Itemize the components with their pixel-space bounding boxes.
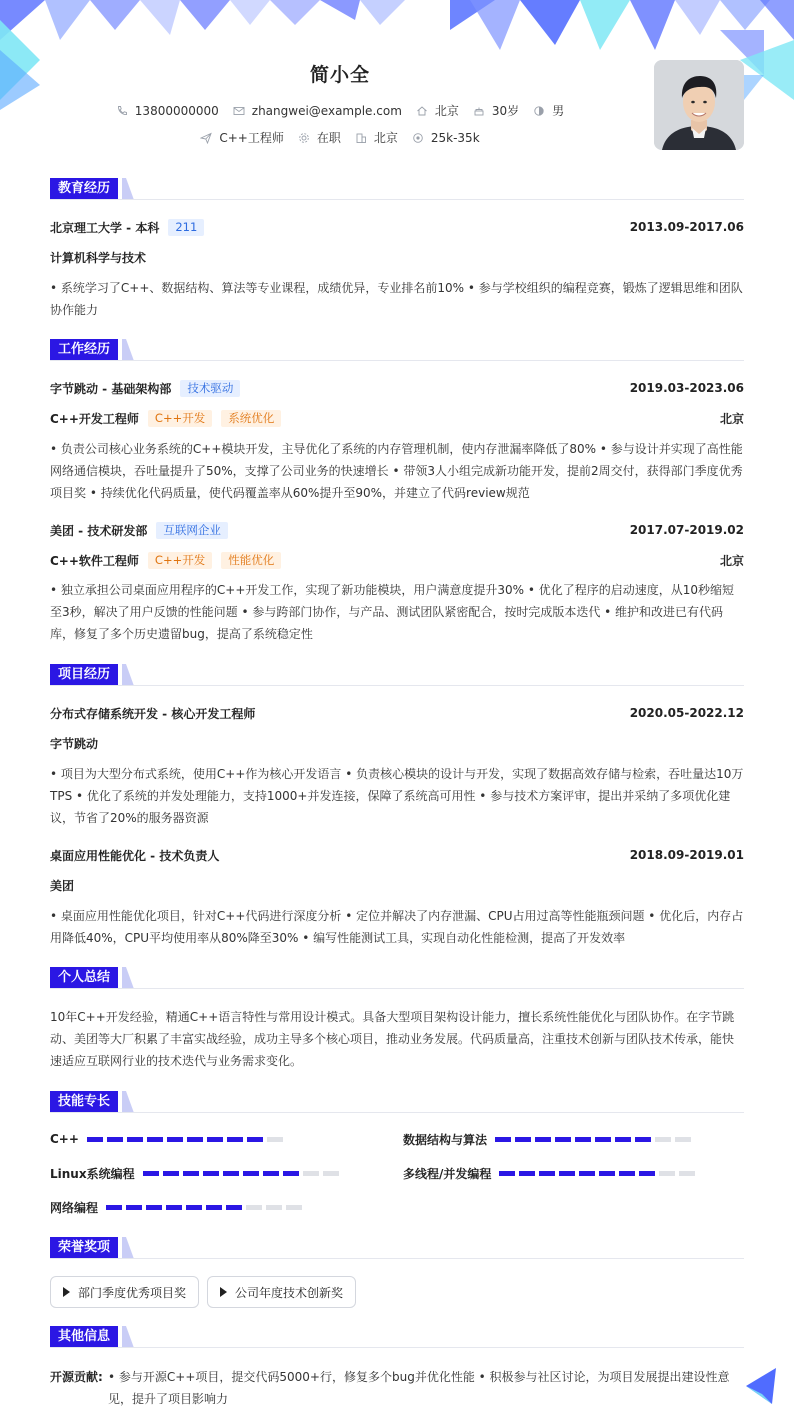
home-icon [416, 105, 428, 117]
skill-level-segment-filled [639, 1171, 655, 1176]
section-divider [50, 199, 744, 200]
target-city-item [355, 129, 398, 146]
role-tag: 系统优化 [221, 410, 281, 427]
gender-value: 男 [552, 104, 565, 118]
skill-level-segment-filled [163, 1171, 179, 1176]
city-item [416, 102, 459, 119]
skill-level-segment-filled [515, 1137, 531, 1142]
section-projects [50, 664, 744, 686]
skill-level-segment-filled [495, 1137, 511, 1142]
section-title: 项目经历 [50, 664, 118, 686]
skill-level-segment-filled [599, 1171, 615, 1176]
play-triangle-icon [63, 1287, 70, 1297]
project-company: 字节跳动 [50, 736, 99, 751]
skill-level-segment-filled [126, 1205, 142, 1210]
skill-level-segment-filled [106, 1205, 122, 1210]
project-description: • 桌面应用性能优化项目，针对C++代码进行深度分析 • 定位并解决了内存泄漏、CPU占用过高等性能瓶颈问题 • 优化后，内存占用降低40%，CPU平均使用率从80%降至30% • 编写性能测试工具，实现自动化性能检测，提高了开发效率 [50, 909, 744, 945]
section-other [50, 1326, 744, 1348]
project-date: 2018.09-2019.01 [629, 848, 744, 862]
skill-name: 多线程/并发编程 [403, 1166, 492, 1181]
skill-level-bar [87, 1137, 287, 1142]
summary-text: 10年C++开发经验，精通C++语言特性与常用设计模式。具备大型项目架构设计能力，擅长系统性能优化与团队协作。在字节跳动、美团等大厂积累了丰富实战经验，成功主导多个核心项目，推动业务发展。代码质量高，注重技术创新与团队技术传承，能快速适应互联网行业的技术迭代与业务需求变化。 [50, 1010, 735, 1068]
skill-level-segment-filled [223, 1171, 239, 1176]
section-divider [50, 988, 744, 989]
award-name: 部门季度优秀项目奖 [78, 1285, 187, 1300]
education-description: • 系统学习了C++、数据结构、算法等专业课程，成绩优异，专业排名前10% • 参与学校组织的编程竞赛，锻炼了逻辑思维和团队协作能力 [50, 281, 743, 317]
skill-level-segment-empty [286, 1205, 302, 1210]
skill-name: 数据结构与算法 [403, 1132, 488, 1147]
skill-level-segment-empty [267, 1137, 283, 1142]
skill-level-segment-filled [595, 1137, 611, 1142]
section-divider [50, 1258, 744, 1259]
play-triangle-icon [220, 1287, 227, 1297]
skill-level-segment-empty [303, 1171, 319, 1176]
skill-level-segment-filled [243, 1171, 259, 1176]
skill-item [403, 1164, 699, 1182]
skill-level-segment-empty [266, 1205, 282, 1210]
company-badge: 技术驱动 [180, 380, 240, 397]
project-title: 桌面应用性能优化 - 技术负责人 [50, 848, 220, 863]
status-item [298, 129, 341, 146]
building-icon [355, 132, 367, 144]
award-chip [207, 1276, 356, 1308]
skill-name: C++ [50, 1132, 79, 1146]
work-role-row [50, 409, 744, 427]
gear-icon [298, 132, 310, 144]
skill-item [50, 1164, 343, 1182]
resume-header [0, 0, 794, 170]
role-tag: C++开发 [148, 552, 212, 569]
section-divider [50, 1347, 744, 1348]
other-label: 开源贡献: [50, 1370, 103, 1384]
section-work [50, 339, 744, 361]
project-company: 美团 [50, 878, 75, 893]
skill-level-segment-filled [579, 1171, 595, 1176]
skill-level-segment-filled [87, 1137, 103, 1142]
skill-level-segment-filled [207, 1137, 223, 1142]
send-icon [200, 132, 212, 144]
project-company-row [50, 876, 744, 894]
skill-level-bar [106, 1205, 306, 1210]
city-value: 北京 [434, 104, 459, 118]
skill-name: Linux系统编程 [50, 1166, 135, 1181]
salary-value: 25k-35k [430, 130, 480, 145]
skill-level-segment-filled [535, 1137, 551, 1142]
email-icon [233, 105, 245, 117]
other-text: • 参与开源C++项目，提交代码5000+行，修复多个bug并优化性能 • 积极参与社区讨论，为项目发展提出建设性意见，提升了项目影响力 [108, 1370, 730, 1406]
section-title: 技能专长 [50, 1091, 118, 1113]
email-address: zhangwei@example.com [251, 103, 402, 118]
skill-level-segment-empty [679, 1171, 695, 1176]
skill-level-segment-filled [539, 1171, 555, 1176]
phone-item [116, 104, 219, 118]
section-education [50, 178, 744, 200]
age-item [473, 102, 519, 119]
skill-level-segment-filled [499, 1171, 515, 1176]
company-name: 字节跳动 - 基础架构部 [50, 381, 172, 396]
skill-level-segment-empty [675, 1137, 691, 1142]
work-role-row [50, 551, 744, 569]
section-title: 荣誉奖项 [50, 1237, 118, 1259]
skill-level-segment-filled [555, 1137, 571, 1142]
section-title: 个人总结 [50, 967, 118, 989]
skill-level-segment-filled [187, 1137, 203, 1142]
skill-level-segment-filled [283, 1171, 299, 1176]
work-location: 北京 [719, 553, 744, 568]
role-title: C++开发工程师 [50, 411, 139, 426]
company-name: 美团 - 技术研发部 [50, 523, 148, 538]
section-tab-tail-icon [122, 664, 134, 686]
project-date: 2020.05-2022.12 [629, 706, 744, 720]
education-date: 2013.09-2017.06 [629, 220, 744, 234]
skill-level-segment-empty [323, 1171, 339, 1176]
skill-item [50, 1130, 287, 1148]
skill-level-segment-filled [166, 1205, 182, 1210]
section-title: 其他信息 [50, 1326, 118, 1348]
email-item [233, 104, 402, 118]
section-honors [50, 1237, 744, 1259]
role-tag: 性能优化 [221, 552, 281, 569]
skill-level-segment-filled [519, 1171, 535, 1176]
target-city-value: 北京 [373, 131, 398, 145]
gender-icon [533, 105, 545, 117]
work-description: • 独立承担公司桌面应用程序的C++开发工作，实现了新功能模块，用户满意度提升30% • 优化了程序的启动速度，从10秒缩短至3秒，解决了用户反馈的性能问题 • 参与跨部门协作，与产品、测试团队紧密配合，按时完成版本迭代 • 维护和改进已有代码库，修复了多个历史遗留bug，提高了系统稳定性 [50, 583, 735, 641]
role-tag: C++开发 [148, 410, 212, 427]
section-divider [50, 1112, 744, 1113]
work-company-row [50, 379, 744, 397]
skill-level-segment-filled [147, 1137, 163, 1142]
section-skills [50, 1091, 744, 1113]
skill-level-segment-filled [143, 1171, 159, 1176]
skill-level-segment-empty [655, 1137, 671, 1142]
work-company-row [50, 521, 744, 539]
school-badge: 211 [168, 219, 204, 236]
role-title: C++软件工程师 [50, 553, 139, 568]
job-title: C++工程师 [219, 131, 284, 145]
corner-decoration-icon [742, 1364, 782, 1408]
avatar-portrait-icon [654, 60, 744, 150]
skill-level-bar [495, 1137, 695, 1142]
education-school-row [50, 218, 744, 236]
project-title-row [50, 846, 744, 864]
cake-icon [473, 105, 485, 117]
skill-level-segment-filled [183, 1171, 199, 1176]
skill-level-segment-empty [659, 1171, 675, 1176]
avatar [654, 60, 744, 150]
gender-item [533, 102, 564, 119]
skill-level-segment-filled [107, 1137, 123, 1142]
section-title: 教育经历 [50, 178, 118, 200]
section-summary [50, 967, 744, 989]
skill-level-segment-filled [559, 1171, 575, 1176]
skill-level-segment-filled [226, 1205, 242, 1210]
age-value: 30岁 [491, 104, 520, 118]
section-title: 工作经历 [50, 339, 118, 361]
phone-number: 13800000000 [134, 103, 219, 118]
major-name: 计算机科学与技术 [50, 250, 147, 265]
project-title: 分布式存储系统开发 - 核心开发工程师 [50, 706, 256, 721]
contact-row [0, 102, 680, 119]
job-intent-row [0, 129, 680, 146]
skill-level-segment-filled [247, 1137, 263, 1142]
work-location: 北京 [719, 411, 744, 426]
skill-level-segment-filled [619, 1171, 635, 1176]
skill-level-segment-filled [203, 1171, 219, 1176]
skill-level-segment-filled [127, 1137, 143, 1142]
coin-icon [412, 132, 424, 144]
education-major-row [50, 248, 744, 266]
work-date: 2019.03-2023.06 [629, 381, 744, 395]
project-description: • 项目为大型分布式系统，使用C++作为核心开发语言 • 负责核心模块的设计与开发，实现了数据高效存储与检索，吞吐量达10万TPS • 优化了系统的并发处理能力，支持1000+并发连接，保障了系统高可用性 • 参与技术方案评审，提出并采纳了多项优化建议，节省了20%的服务器资源 [50, 767, 744, 825]
skill-level-segment-filled [146, 1205, 162, 1210]
section-divider [50, 360, 744, 361]
section-tab-tail-icon [122, 1326, 134, 1348]
section-tab-tail-icon [122, 339, 134, 361]
candidate-name: 简小全 [309, 64, 370, 86]
skill-level-segment-filled [615, 1137, 631, 1142]
skill-level-bar [499, 1171, 699, 1176]
skill-level-segment-filled [575, 1137, 591, 1142]
status-value: 在职 [316, 131, 341, 145]
company-badge: 互联网企业 [156, 522, 228, 539]
section-tab-tail-icon [122, 967, 134, 989]
work-date: 2017.07-2019.02 [629, 523, 744, 537]
skill-item [50, 1198, 306, 1216]
work-description: • 负责公司核心业务系统的C++模块开发，主导优化了系统的内存管理机制，使内存泄漏率降低了80% • 参与设计并实现了高性能网络通信模块，吞吐量提升了50%，支撑了公司业务的快速增长 • 带领3人小组完成新功能开发，提前2周交付，获得部门季度优秀项目奖 • 持续优化代码质量，使代码覆盖率从60%提升至90%，并建立了代码review规范 [50, 442, 743, 500]
skill-level-segment-filled [186, 1205, 202, 1210]
skill-name: 网络编程 [50, 1200, 99, 1215]
skill-level-segment-empty [246, 1205, 262, 1210]
school-name: 北京理工大学 - 本科 [50, 220, 160, 235]
skill-level-segment-filled [635, 1137, 651, 1142]
award-chip [50, 1276, 199, 1308]
job-item [200, 129, 284, 146]
skill-level-segment-filled [167, 1137, 183, 1142]
section-tab-tail-icon [122, 1091, 134, 1113]
salary-item [412, 131, 480, 145]
section-divider [50, 685, 744, 686]
project-title-row [50, 704, 744, 722]
award-name: 公司年度技术创新奖 [235, 1285, 344, 1300]
section-tab-tail-icon [122, 178, 134, 200]
skill-level-bar [143, 1171, 343, 1176]
skill-item [403, 1130, 695, 1148]
skill-level-segment-filled [206, 1205, 222, 1210]
skill-level-segment-filled [263, 1171, 279, 1176]
phone-icon [116, 105, 128, 117]
skill-level-segment-filled [227, 1137, 243, 1142]
section-tab-tail-icon [122, 1237, 134, 1259]
project-company-row [50, 734, 744, 752]
